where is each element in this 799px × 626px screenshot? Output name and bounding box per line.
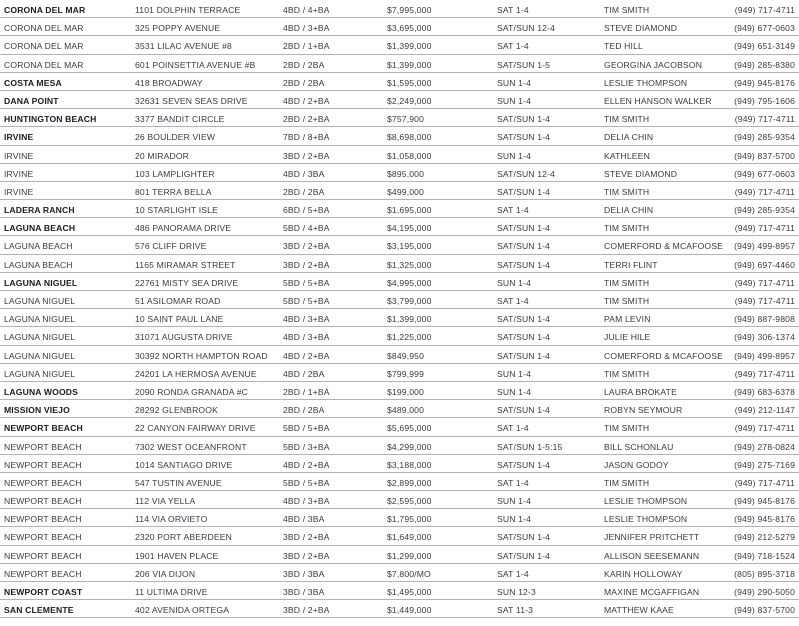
agent-phone-cell: (949) 683-6378 [734, 386, 795, 397]
agent-name-cell: TIM SMITH [604, 186, 650, 197]
beds-baths-cell: 4BD / 2+BA [283, 95, 330, 106]
beds-baths-cell: 4BD / 2+BA [283, 459, 330, 470]
city-cell: CORONA DEL MAR [4, 41, 84, 52]
agent-name-cell: KARIN HOLLOWAY [604, 568, 683, 579]
price-cell: $757,900 [387, 114, 425, 125]
address-cell: 1101 DOLPHIN TERRACE [135, 5, 241, 15]
address-cell: 418 BROADWAY [135, 77, 203, 88]
city-cell: LAGUNA NIGUEL [4, 350, 76, 361]
agent-name-cell: LAURA BROKATE [604, 386, 677, 397]
city-cell: LAGUNA BEACH [4, 241, 73, 252]
listing-row [0, 255, 799, 273]
price-cell: $1,399,000 [387, 314, 432, 325]
beds-baths-cell: 5BD / 5+BA [283, 296, 330, 306]
address-cell: 10 SAINT PAUL LANE [135, 314, 224, 325]
beds-baths-cell: 5BD / 5+BA [283, 423, 330, 434]
agent-name-cell: ALLISON SEESEMANN [604, 550, 700, 561]
beds-baths-cell: 4BD / 3BA [283, 514, 325, 525]
agent-name-cell: BILL SCHONLAU [604, 441, 674, 452]
city-cell: SAN CLEMENTE [4, 605, 74, 616]
price-cell: $4,299,000 [387, 441, 432, 452]
agent-phone-cell: (949) 677-0603 [734, 23, 795, 34]
agent-name-cell: TERRI FLINT [604, 259, 658, 270]
city-cell: LAGUNA NIGUEL [4, 296, 76, 306]
beds-baths-cell: 4BD / 3+BA [283, 23, 330, 34]
agent-phone-cell: (949) 677-0603 [734, 168, 795, 179]
price-cell: $8,698,000 [387, 132, 432, 143]
beds-baths-cell: 4BD / 2BA [283, 368, 325, 379]
listing-row [0, 473, 799, 491]
agent-name-cell: STEVE DIAMOND [604, 168, 678, 179]
price-cell: $799,999 [387, 368, 425, 379]
address-cell: 103 LAMPLIGHTER [135, 168, 215, 179]
listing-row [0, 546, 799, 564]
open-house-time-cell: SUN 12-3 [497, 587, 536, 597]
agent-phone-cell: (949) 945-8176 [734, 77, 795, 88]
open-house-time-cell: SAT/SUN 1-5 [497, 59, 551, 70]
agent-name-cell: TIM SMITH [604, 423, 650, 434]
address-cell: 10 STARLIGHT ISLE [135, 205, 218, 216]
agent-phone-cell: (949) 717-4711 [734, 186, 795, 197]
beds-baths-cell: 5BD / 5+BA [283, 277, 330, 288]
open-house-time-cell: SAT/SUN 1-4 [497, 259, 551, 270]
address-cell: 20 MIRADOR [135, 150, 190, 161]
address-cell: 1901 HAVEN PLACE [135, 550, 219, 561]
beds-baths-cell: 7BD / 8+BA [283, 132, 330, 143]
price-cell: $1,795,000 [387, 514, 432, 525]
agent-name-cell: TIM SMITH [604, 277, 650, 288]
listing-row [0, 309, 799, 327]
price-cell: $499,000 [387, 186, 425, 197]
agent-phone-cell: (805) 895-3718 [734, 568, 795, 579]
city-cell: NEWPORT BEACH [4, 477, 82, 488]
beds-baths-cell: 3BD / 2+BA [283, 259, 330, 270]
listing-row [0, 91, 799, 109]
listing-row [0, 382, 799, 400]
city-cell: LAGUNA BEACH [4, 223, 76, 234]
agent-phone-cell: (949) 717-4711 [734, 423, 795, 434]
open-house-time-cell: SAT/SUN 1-4 [497, 405, 551, 416]
agent-phone-cell: (949) 717-4711 [734, 223, 795, 234]
price-cell: $1,649,000 [387, 532, 432, 543]
beds-baths-cell: 5BD / 5+BA [283, 477, 330, 488]
beds-baths-cell: 3BD / 3BA [283, 587, 325, 597]
price-cell: $1,399,000 [387, 59, 432, 70]
agent-phone-cell: (949) 717-4711 [734, 477, 795, 488]
listing-row [0, 600, 799, 618]
city-cell: LAGUNA NIGUEL [4, 368, 76, 379]
open-house-time-cell: SAT/SUN 1-4 [497, 314, 551, 325]
beds-baths-cell: 4BD / 4+BA [283, 5, 330, 15]
listing-row [0, 236, 799, 254]
beds-baths-cell: 2BD / 1+BA [283, 41, 330, 52]
listing-row [0, 18, 799, 36]
listing-row [0, 327, 799, 345]
price-cell: $3,188,000 [387, 459, 432, 470]
listing-row [0, 273, 799, 291]
agent-phone-cell: (949) 285-9354 [734, 205, 795, 216]
agent-phone-cell: (949) 212-1147 [734, 405, 795, 416]
open-house-time-cell: SUN 1-4 [497, 386, 532, 397]
city-cell: CORONA DEL MAR [4, 5, 86, 15]
address-cell: 3531 LILAC AVENUE #8 [135, 41, 232, 52]
address-cell: 2320 PORT ABERDEEN [135, 532, 232, 543]
open-house-time-cell: SAT 1-4 [497, 41, 529, 52]
listing-row [0, 146, 799, 164]
city-cell: CORONA DEL MAR [4, 59, 84, 70]
agent-name-cell: TED HILL [604, 41, 643, 52]
listing-row [0, 109, 799, 127]
price-cell: $2,595,000 [387, 496, 432, 507]
price-cell: $1,325,000 [387, 259, 432, 270]
city-cell: IRVINE [4, 150, 34, 161]
open-house-time-cell: SAT/SUN 1-4 [497, 332, 551, 343]
beds-baths-cell: 2BD / 2+BA [283, 114, 330, 125]
listing-row [0, 291, 799, 309]
address-cell: 601 POINSETTIA AVENUE #B [135, 59, 256, 70]
open-house-time-cell: SUN 1-4 [497, 77, 532, 88]
price-cell: $1,058,000 [387, 150, 432, 161]
agent-phone-cell: (949) 945-8176 [734, 496, 795, 507]
price-cell: $2,249,000 [387, 95, 432, 106]
price-cell: $3,695,000 [387, 23, 432, 34]
agent-name-cell: TIM SMITH [604, 223, 650, 234]
open-house-time-cell: SAT/SUN 1-4 [497, 241, 551, 252]
price-cell: $2,899,000 [387, 477, 432, 488]
listing-row [0, 55, 799, 73]
city-cell: MISSION VIEJO [4, 405, 70, 416]
open-house-time-cell: SAT 1-4 [497, 296, 529, 306]
listing-row [0, 364, 799, 382]
city-cell: LAGUNA NIGUEL [4, 314, 76, 325]
listing-row [0, 36, 799, 54]
agent-name-cell: GEORGINA JACOBSON [604, 59, 703, 70]
listing-row [0, 346, 799, 364]
beds-baths-cell: 3BD / 2+BA [283, 241, 330, 252]
open-house-time-cell: SAT/SUN 12-4 [497, 168, 555, 179]
city-cell: LAGUNA BEACH [4, 259, 73, 270]
address-cell: 486 PANORAMA DRIVE [135, 223, 232, 234]
open-house-time-cell: SUN 1-4 [497, 150, 532, 161]
open-house-time-cell: SAT 1-4 [497, 477, 529, 488]
city-cell: COSTA MESA [4, 77, 62, 88]
agent-phone-cell: (949) 945-8176 [734, 514, 795, 525]
address-cell: 1014 SANTIAGO DRIVE [135, 459, 233, 470]
agent-phone-cell: (949) 837-5700 [734, 605, 795, 616]
address-cell: 112 VIA YELLA [135, 496, 196, 507]
open-house-time-cell: SAT/SUN 1-4 [497, 114, 551, 125]
open-house-time-cell: SAT/SUN 12-4 [497, 23, 555, 34]
open-house-time-cell: SUN 1-4 [497, 368, 532, 379]
price-cell: $5,695,000 [387, 423, 432, 434]
listing-row [0, 400, 799, 418]
agent-phone-cell: (949) 887-9808 [734, 314, 795, 325]
price-cell: $489,000 [387, 405, 425, 416]
agent-name-cell: JASON GODOY [604, 459, 669, 470]
listing-row [0, 491, 799, 509]
city-cell: LAGUNA WOODS [4, 386, 79, 397]
listing-row [0, 127, 799, 145]
city-cell: IRVINE [4, 186, 34, 197]
beds-baths-cell: 2BD / 1+BA [283, 386, 330, 397]
agent-name-cell: JENNIFER PRITCHETT [604, 532, 700, 543]
address-cell: 7302 WEST OCEANFRONT [135, 441, 247, 452]
beds-baths-cell: 2BD / 2BA [283, 77, 325, 88]
address-cell: 51 ASILOMAR ROAD [135, 296, 221, 306]
city-cell: NEWPORT BEACH [4, 423, 83, 434]
address-cell: 2090 RONDA GRANADA #C [135, 386, 249, 397]
address-cell: 30392 NORTH HAMPTON ROAD [135, 350, 268, 361]
address-cell: 24201 LA HERMOSA AVENUE [135, 368, 257, 379]
agent-phone-cell: (949) 285-9354 [734, 132, 795, 143]
agent-phone-cell: (949) 717-4711 [734, 5, 795, 15]
open-house-time-cell: SAT/SUN 1-4 [497, 132, 551, 143]
beds-baths-cell: 3BD / 3BA [283, 568, 325, 579]
agent-phone-cell: (949) 795-1606 [734, 95, 795, 106]
beds-baths-cell: 3BD / 2+BA [283, 150, 330, 161]
open-house-time-cell: SAT/SUN 1-4 [497, 459, 551, 470]
listing-row [0, 509, 799, 527]
address-cell: 576 CLIFF DRIVE [135, 241, 207, 252]
price-cell: $4,195,000 [387, 223, 432, 234]
agent-name-cell: TIM SMITH [604, 368, 650, 379]
listing-row [0, 418, 799, 436]
agent-name-cell: ELLEN HANSON WALKER [604, 95, 712, 106]
agent-phone-cell: (949) 718-1524 [734, 550, 795, 561]
agent-name-cell: DELIA CHIN [604, 132, 654, 143]
agent-name-cell: LESLIE THOMPSON [604, 77, 688, 88]
beds-baths-cell: 2BD / 2BA [283, 186, 325, 197]
address-cell: 28292 GLENBROOK [135, 405, 218, 416]
agent-phone-cell: (949) 697-4460 [734, 259, 795, 270]
address-cell: 801 TERRA BELLA [135, 186, 212, 197]
city-cell: NEWPORT BEACH [4, 532, 82, 543]
agent-name-cell: LESLIE THOMPSON [604, 514, 688, 525]
agent-phone-cell: (949) 306-1374 [734, 332, 795, 343]
open-house-time-cell: SAT/SUN 1-4 [497, 350, 551, 361]
listing-row [0, 437, 799, 455]
address-cell: 22761 MISTY SEA DRIVE [135, 277, 239, 288]
agent-phone-cell: (949) 278-0824 [734, 441, 795, 452]
beds-baths-cell: 4BD / 3+BA [283, 496, 330, 507]
agent-name-cell: LESLIE THOMPSON [604, 496, 688, 507]
city-cell: NEWPORT BEACH [4, 550, 82, 561]
open-house-time-cell: SUN 1-4 [497, 277, 532, 288]
city-cell: NEWPORT BEACH [4, 496, 82, 507]
beds-baths-cell: 5BD / 3+BA [283, 441, 330, 452]
agent-name-cell: JULIE HILE [604, 332, 651, 343]
city-cell: NEWPORT BEACH [4, 459, 82, 470]
agent-name-cell: TIM SMITH [604, 477, 650, 488]
city-cell: LAGUNA NIGUEL [4, 277, 78, 288]
address-cell: 31071 AUGUSTA DRIVE [135, 332, 233, 343]
beds-baths-cell: 3BD / 2+BA [283, 550, 330, 561]
price-cell: $7,800/MO [387, 568, 431, 579]
price-cell: $3,799,000 [387, 296, 432, 306]
price-cell: $199,000 [387, 386, 425, 397]
open-house-time-cell: SAT/SUN 1-4 [497, 550, 551, 561]
listing-row [0, 200, 799, 218]
beds-baths-cell: 4BD / 3BA [283, 168, 325, 179]
price-cell: $1,225,000 [387, 332, 432, 343]
open-house-time-cell: SAT/SUN 1-4 [497, 532, 551, 543]
agent-phone-cell: (949) 651-3149 [734, 41, 795, 52]
listing-row [0, 0, 799, 18]
price-cell: $1,495,000 [387, 587, 432, 597]
address-cell: 22 CANYON FAIRWAY DRIVE [135, 423, 256, 434]
city-cell: NEWPORT BEACH [4, 514, 82, 525]
agent-name-cell: MAXINE MCGAFFIGAN [604, 587, 700, 597]
open-house-time-cell: SUN 1-4 [497, 496, 532, 507]
listing-row [0, 218, 799, 236]
address-cell: 11 ULTIMA DRIVE [135, 587, 208, 597]
agent-name-cell: ROBYN SEYMOUR [604, 405, 683, 416]
agent-name-cell: STEVE DIAMOND [604, 23, 678, 34]
city-cell: DANA POINT [4, 95, 59, 106]
city-cell: LADERA RANCH [4, 205, 75, 216]
agent-phone-cell: (949) 717-4711 [734, 296, 795, 306]
beds-baths-cell: 3BD / 2+BA [283, 605, 330, 616]
city-cell: NEWPORT BEACH [4, 568, 82, 579]
price-cell: $1,449,000 [387, 605, 432, 616]
price-cell: $1,399,000 [387, 41, 432, 52]
price-cell: $1,695,000 [387, 205, 432, 216]
price-cell: $1,595,000 [387, 77, 432, 88]
open-house-time-cell: SAT/SUN 1-4 [497, 186, 551, 197]
address-cell: 32631 SEVEN SEAS DRIVE [135, 95, 248, 106]
beds-baths-cell: 5BD / 4+BA [283, 223, 330, 234]
beds-baths-cell: 3BD / 2+BA [283, 532, 330, 543]
address-cell: 1165 MIRAMAR STREET [135, 259, 236, 270]
open-house-time-cell: SUN 1-4 [497, 514, 532, 525]
beds-baths-cell: 4BD / 3+BA [283, 332, 330, 343]
address-cell: 325 POPPY AVENUE [135, 23, 221, 34]
agent-name-cell: DELIA CHIN [604, 205, 654, 216]
agent-name-cell: TIM SMITH [604, 296, 650, 306]
beds-baths-cell: 4BD / 3+BA [283, 314, 330, 325]
agent-name-cell: COMERFORD & MCAFOOSE [604, 241, 724, 252]
agent-phone-cell: (949) 285-8380 [734, 59, 795, 70]
city-cell: LAGUNA NIGUEL [4, 332, 76, 343]
city-cell: IRVINE [4, 132, 34, 143]
agent-name-cell: TIM SMITH [604, 5, 650, 15]
city-cell: HUNTINGTON BEACH [4, 114, 97, 125]
listing-row [0, 455, 799, 473]
city-cell: IRVINE [4, 168, 34, 179]
agent-phone-cell: (949) 717-4711 [734, 277, 795, 288]
open-house-time-cell: SAT/SUN 1-4 [497, 223, 551, 234]
price-cell: $849,950 [387, 350, 425, 361]
agent-phone-cell: (949) 290-5050 [734, 587, 795, 597]
beds-baths-cell: 6BD / 5+BA [283, 205, 330, 216]
agent-phone-cell: (949) 717-4711 [734, 114, 795, 125]
agent-phone-cell: (949) 275-7169 [734, 459, 795, 470]
agent-phone-cell: (949) 212-5279 [734, 532, 795, 543]
open-house-time-cell: SUN 1-4 [497, 95, 532, 106]
price-cell: $4,995,000 [387, 277, 432, 288]
open-house-time-cell: SAT 1-4 [497, 5, 529, 15]
agent-name-cell: MATTHEW KAAE [604, 605, 674, 616]
price-cell: $895,000 [387, 168, 425, 179]
open-house-time-cell: SAT 1-4 [497, 568, 529, 579]
beds-baths-cell: 2BD / 2BA [283, 59, 325, 70]
address-cell: 3377 BANDIT CIRCLE [135, 114, 225, 125]
agent-name-cell: COMERFORD & MCAFOOSE [604, 350, 724, 361]
listing-row [0, 182, 799, 200]
agent-phone-cell: (949) 499-8957 [734, 350, 795, 361]
agent-phone-cell: (949) 717-4711 [734, 368, 795, 379]
open-house-time-cell: SAT 1-4 [497, 205, 529, 216]
price-cell: $1,299,000 [387, 550, 432, 561]
agent-name-cell: TIM SMITH [604, 114, 650, 125]
open-house-time-cell: SAT/SUN 1-5:15 [497, 441, 563, 452]
listing-row [0, 564, 799, 582]
beds-baths-cell: 4BD / 2+BA [283, 350, 330, 361]
listing-row [0, 582, 799, 600]
address-cell: 402 AVENIDA ORTEGA [135, 605, 230, 616]
agent-name-cell: PAM LEVIN [604, 314, 651, 325]
price-cell: $7,995,000 [387, 5, 432, 15]
city-cell: NEWPORT COAST [4, 587, 83, 597]
city-cell: CORONA DEL MAR [4, 23, 84, 34]
address-cell: 26 BOULDER VIEW [135, 132, 216, 143]
city-cell: NEWPORT BEACH [4, 441, 82, 452]
open-house-time-cell: SAT 1-4 [497, 423, 529, 434]
open-house-time-cell: SAT 11-3 [497, 605, 534, 616]
listing-row [0, 527, 799, 545]
address-cell: 206 VIA DIJON [135, 568, 196, 579]
agent-phone-cell: (949) 499-8957 [734, 241, 795, 252]
price-cell: $3,195,000 [387, 241, 432, 252]
agent-phone-cell: (949) 837-5700 [734, 150, 795, 161]
listing-row [0, 73, 799, 91]
beds-baths-cell: 2BD / 2BA [283, 405, 325, 416]
address-cell: 547 TUSTIN AVENUE [135, 477, 222, 488]
address-cell: 114 VIA ORVIETO [135, 514, 208, 525]
listing-row [0, 164, 799, 182]
agent-name-cell: KATHLEEN [604, 150, 650, 161]
